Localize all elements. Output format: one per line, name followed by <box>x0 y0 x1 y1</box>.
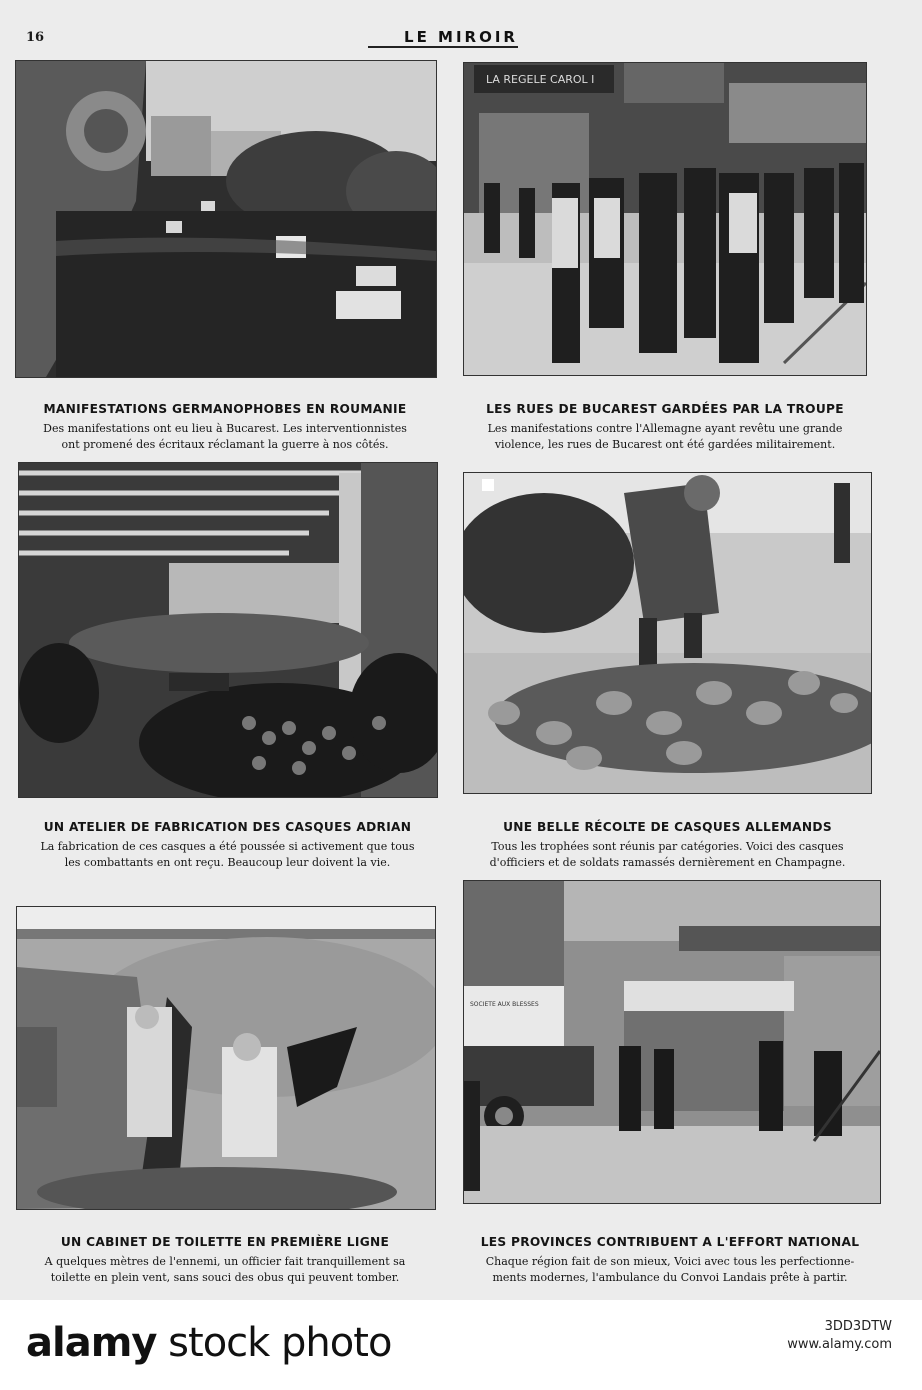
photo-helmet-workshop <box>18 462 438 798</box>
shop-sign-text: LA REGELE CAROL I <box>486 73 595 86</box>
logo-tagline: stock photo <box>168 1320 392 1366</box>
caption-text-line: A quelques mètres de l'ennemi, un officier fait tranquillement sa <box>44 1255 406 1268</box>
image-id-block <box>787 1318 892 1354</box>
caption-title: LES RUES DE BUCAREST GARDÉES PAR LA TROUPE <box>486 402 844 416</box>
caption-text-line: ments modernes, l'ambulance du Convoi Landais prête à partir. <box>492 1271 848 1284</box>
site-url: www.alamy.com <box>787 1337 892 1352</box>
caption-title: UN CABINET DE TOILETTE EN PREMIÈRE LIGNE <box>60 1235 390 1249</box>
photo-ambulance-convoy <box>463 880 881 1204</box>
caption-title: UNE BELLE RÉCOLTE DE CASQUES ALLEMANDS <box>503 820 832 834</box>
caption-text-line: Des manifestations ont eu lieu à Bucarest. Les interventionnistes <box>43 422 407 435</box>
caption-text-line: Les manifestations contre l'Allemagne ayant revêtu une grande <box>487 422 843 435</box>
ambulance-text: SOCIETE AUX BLESSES <box>470 1001 539 1008</box>
logo-brand: alamy <box>26 1320 157 1366</box>
image-id: 3DD3DTW <box>824 1319 892 1334</box>
photo-crowd-demonstration <box>15 60 437 378</box>
caption-text-line: Tous les trophées sont réunis par catégories. Voici des casques <box>491 840 844 853</box>
caption-title: UN ATELIER DE FABRICATION DES CASQUES ADRIAN <box>43 820 412 834</box>
caption-text-line: les combattants en ont reçu. Beaucoup leur doivent la vie. <box>64 856 391 869</box>
masthead-rule <box>368 46 518 48</box>
caption-text-line: Chaque région fait de son mieux, Voici avec tous les perfectionne- <box>485 1255 855 1268</box>
masthead-title: LE MIROIR <box>404 28 518 46</box>
photo-trench-toilet <box>16 906 436 1210</box>
caption-4 <box>455 820 880 871</box>
caption-3 <box>15 820 440 871</box>
caption-text-line: ont promené des écritaux réclamant la guerre à nos côtés. <box>61 438 389 451</box>
caption-text-line: violence, les rues de Bucarest ont été gardées militairement. <box>494 438 836 451</box>
caption-5 <box>10 1235 440 1286</box>
page-number: 16 <box>26 30 45 45</box>
logo-dot <box>156 1320 168 1366</box>
stock-watermark-bar <box>0 1300 922 1390</box>
caption-6 <box>455 1235 885 1286</box>
caption-title: LES PROVINCES CONTRIBUENT A L'EFFORT NATIONAL <box>480 1235 860 1249</box>
caption-1 <box>15 402 435 453</box>
caption-2 <box>450 402 880 453</box>
photo-german-helmets <box>463 472 872 794</box>
alamy-logo <box>26 1320 391 1366</box>
caption-title: MANIFESTATIONS GERMANOPHOBES EN ROUMANIE <box>43 402 407 416</box>
caption-text-line: d'officiers et de soldats ramassés dernièrement en Champagne. <box>489 856 846 869</box>
photo-troops-street <box>463 62 867 376</box>
caption-text-line: toilette en plein vent, sans souci des obus qui peuvent tomber. <box>50 1271 400 1284</box>
caption-text-line: La fabrication de ces casques a été poussée si activement que tous <box>40 840 415 853</box>
